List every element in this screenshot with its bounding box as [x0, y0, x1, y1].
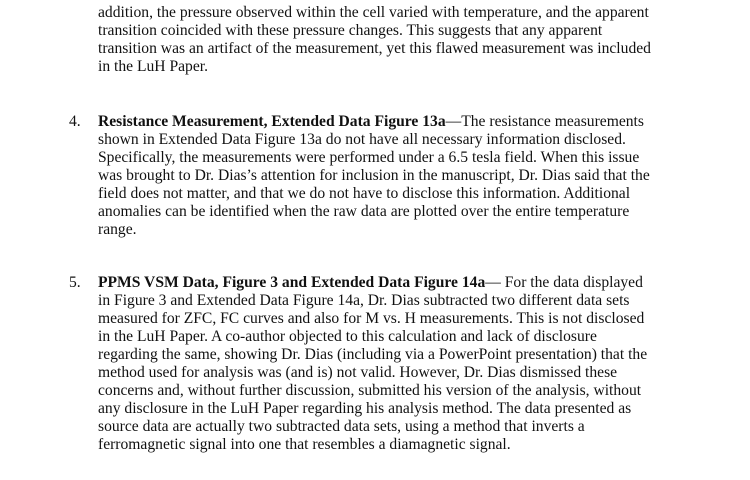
- text-line: any disclosure in the LuH Paper regarding his analysis method. The data presented as: [98, 400, 632, 417]
- text-line: Specifically, the measurements were performed under a 6.5 tesla field. When this issue: [98, 149, 640, 166]
- item-heading: PPMS VSM Data, Figure 3 and Extended Data Figure 14a: [98, 274, 486, 291]
- item-heading: Resistance Measurement, Extended Data Figure 13a: [98, 113, 446, 130]
- item-number: 5.: [69, 274, 81, 291]
- text-line: concerns and, without further discussion, submitted his version of the analysis, without: [98, 382, 642, 399]
- text-line: field does not matter, and that we do not have to disclose this information. Additional: [98, 185, 631, 202]
- text-line: measured for ZFC, FC curves and also for M vs. H measurements. This is not disclosed: [98, 310, 645, 327]
- text-line: shown in Extended Data Figure 13a do not have all necessary information disclosed.: [98, 131, 626, 148]
- text-line: addition, the pressure observed within the cell varied with temperature, and the apparent: [98, 4, 649, 21]
- text-line: regarding the same, showing Dr. Dias (including via a PowerPoint presentation) that the: [98, 346, 648, 363]
- text-line: was brought to Dr. Dias’s attention for inclusion in the manuscript, Dr. Dias said that the: [98, 167, 650, 184]
- item-heading-tail: — For the data displayed: [485, 274, 643, 291]
- item-number: 4.: [69, 113, 81, 130]
- text-line: in Figure 3 and Extended Data Figure 14a, Dr. Dias subtracted two different data sets: [98, 292, 630, 309]
- text-line: in the LuH Paper. A co-author objected to this calculation and lack of disclosure: [98, 328, 597, 345]
- text-line: source data are actually two subtracted data sets, using a method that inverts a: [98, 418, 585, 435]
- text-line: transition was an artifact of the measurement, yet this flawed measurement was included: [98, 40, 651, 57]
- text-line: ferromagnetic signal into one that resembles a diamagnetic signal.: [98, 436, 511, 453]
- text-line: anomalies can be identified when the raw data are plotted over the entire temperature: [98, 203, 630, 220]
- text-line: transition coincided with these pressure changes. This suggests that any apparent: [98, 22, 603, 39]
- text-line: in the LuH Paper.: [98, 58, 209, 75]
- text-line: range.: [98, 221, 137, 238]
- item-first-line: [98, 274, 643, 292]
- item-first-line: [98, 113, 644, 131]
- text-line: method used for analysis was (and is) not valid. However, Dr. Dias dismissed these: [98, 364, 618, 381]
- item-heading-tail: —The resistance measurements: [445, 113, 644, 130]
